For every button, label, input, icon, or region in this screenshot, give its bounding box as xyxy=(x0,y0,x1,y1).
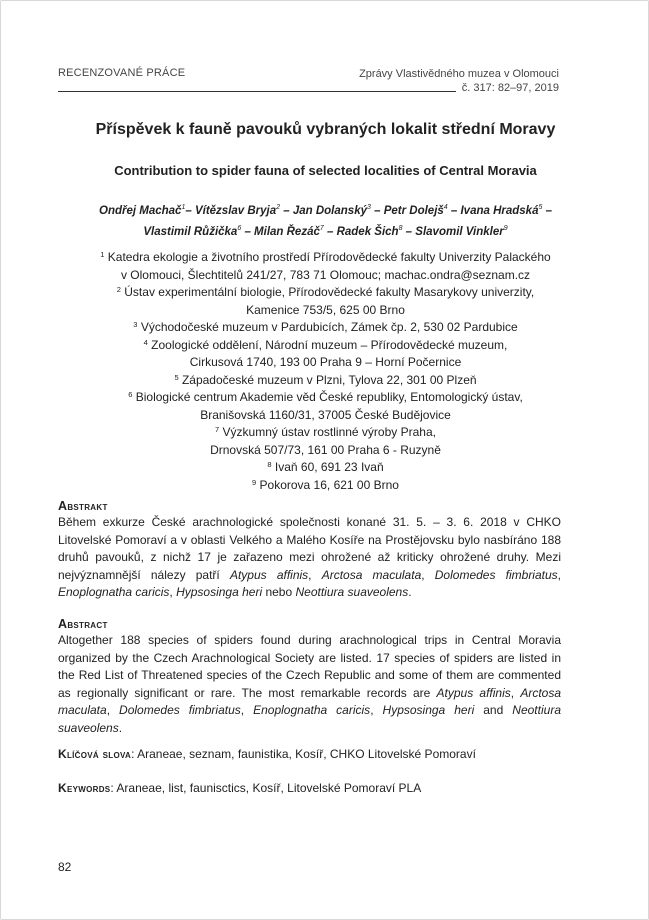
author: Ivana Hradská$^5$ xyxy=(460,204,543,217)
abstract-text: Altogether 188 species of spiders found during arachnological trips in Central Moravia organized by the Czech Arachnological Society are listed. 17 species of spiders are listed in the Red List of Threatened species of the Czech Republic and some of them are commented as regionally significant or rare. The most remarkable records are Atypus affinis, Arctosa maculata, Dolomedes fimbriatus, Enoplognatha caricis, Hypsosinga heri and Neottiura suaveolens. xyxy=(58,633,561,735)
abstrakt-text: Během exkurze České arachnologické společnosti konané 31. 5. – 3. 6. 2018 v CHKO Litovelské Pomoraví a v oblasti Velkého a Malého Kosíře na Prostějovsku bylo nasbíráno 188 druhů pavouků, z nichž 17 je zařazeno mezi ohrožené až kriticky ohrožené druhy. Mezi nejvýznamnější nálezy patří Atypus affinis, Arctosa maculata, Dolomedes fimbriatus, Enoplognatha caricis, Hypsosinga heri nebo Neottiura suaveolens. xyxy=(58,515,561,599)
affiliation-cont: v Olomouci, Šlechtitelů 241/27, 783 71 Olomouc; machac.ondra@seznam.cz xyxy=(120,267,531,282)
abstract-heading: Abstract xyxy=(58,617,108,631)
title-czech: Příspěvek k fauně pavouků vybraných lokalit střední Moravy xyxy=(95,121,556,138)
species-name: Neottiura suaveolens xyxy=(295,585,409,599)
species-name: Atypus affinis xyxy=(436,685,511,700)
author: Slavomil Vinkler$^9$ xyxy=(415,224,508,238)
affiliation: $^3$ Východočeské muzeum v Pardubicích, Zámek čp. 2, 530 02 Pardubice xyxy=(133,320,518,334)
header-rule xyxy=(58,91,456,92)
author: Milan Řezáč$^7$ xyxy=(254,224,324,238)
affiliation-cont: Branišovská 1160/31, 37005 České Budějovice xyxy=(200,407,451,422)
running-head-left: RECENZOVANÉ PRÁCE xyxy=(58,67,186,79)
author: Petr Dolejš$^4$ xyxy=(383,204,448,217)
journal-name: Zprávy Vlastivědného muzea v Olomouci xyxy=(359,68,559,80)
affiliation-cont: Drnovská 507/73, 161 00 Praha 6 - Ruzyně xyxy=(210,442,441,457)
affiliation: $^6$ Biologické centrum Akademie věd České republiky, Entomologický ústav, xyxy=(128,390,523,404)
affiliation-cont: Cirkusová 1740, 193 00 Praha 9 – Horní Počernice xyxy=(189,355,462,369)
affiliation: $^9$ Pokorova 16, 621 00 Brno xyxy=(252,477,399,492)
page-number: 82 xyxy=(58,860,72,874)
affiliation: $^1$ Katedra ekologie a životního prostředí Přírodovědecké fakulty Univerzity Palackého xyxy=(100,250,551,264)
species-name: Dolomedes fimbriatus xyxy=(119,703,241,717)
journal-issue: č. 317: 82–97, 2019 xyxy=(461,82,559,94)
author: Ondřej Machač$^1$ xyxy=(99,204,186,217)
keywords-czech: Klíčová slova: Araneae, seznam, faunistika, Kosíř, CHKO Litovelské Pomoraví xyxy=(58,747,476,761)
species-name: Atypus affinis xyxy=(229,567,309,582)
species-name: Enoplognatha caricis xyxy=(58,585,170,599)
affiliation: $^4$ Zoologické oddělení, Národní muzeum – Přírodovědecké muzeum, xyxy=(143,337,508,352)
species-name: Dolomedes fimbriatus xyxy=(434,567,558,582)
affiliation: $^2$ Ústav experimentální biologie, Přírodovědecké fakulty Masarykovy univerzity, xyxy=(116,285,535,299)
abstrakt-heading: Abstrakt xyxy=(58,499,108,513)
author-list: Ondřej Machač$^1$– Vítězslav Bryja$^2$ – Jan Dolanský$^3$ – Petr Dolejš$^4$ – Ivana Hradská$^5$ – Vlastimil Růžička$^6$ – Milan Řezáč$^7$ – Radek Šich$^8$ – Slavomil Vinkler$^9$ xyxy=(99,204,552,238)
affiliation: $^5$ Západočeské muzeum v Plzni, Tylova 22, 301 00 Plzeň xyxy=(174,372,477,387)
species-name: Hypsosinga heri xyxy=(382,703,475,717)
affiliation-list xyxy=(61,249,590,494)
title-english: Contribution to spider fauna of selected localities of Central Moravia xyxy=(114,163,537,178)
author: Radek Šich$^8$ xyxy=(336,224,403,238)
species-name: Enoplognatha caricis xyxy=(253,703,371,717)
author: Vítězslav Bryja$^2$ xyxy=(194,204,281,217)
species-name: Arctosa maculata xyxy=(58,685,561,717)
author: Jan Dolanský$^3$ xyxy=(292,204,371,217)
keywords-english: Keywords: Araneae, list, faunisctics, Kosíř, Litovelské Pomoraví PLA xyxy=(58,781,422,795)
affiliation-cont: Kamenice 753/5, 625 00 Brno xyxy=(246,302,405,317)
affiliation: $^8$ Ivaň 60, 691 23 Ivaň xyxy=(267,460,384,474)
species-name: Arctosa maculata xyxy=(321,567,422,582)
species-name: Neottiura suaveolens xyxy=(58,703,561,735)
species-name: Hypsosinga heri xyxy=(176,585,263,599)
author: Vlastimil Růžička$^6$ xyxy=(143,224,242,238)
affiliation: $^7$ Výzkumný ústav rostlinné výroby Praha, xyxy=(215,425,436,439)
